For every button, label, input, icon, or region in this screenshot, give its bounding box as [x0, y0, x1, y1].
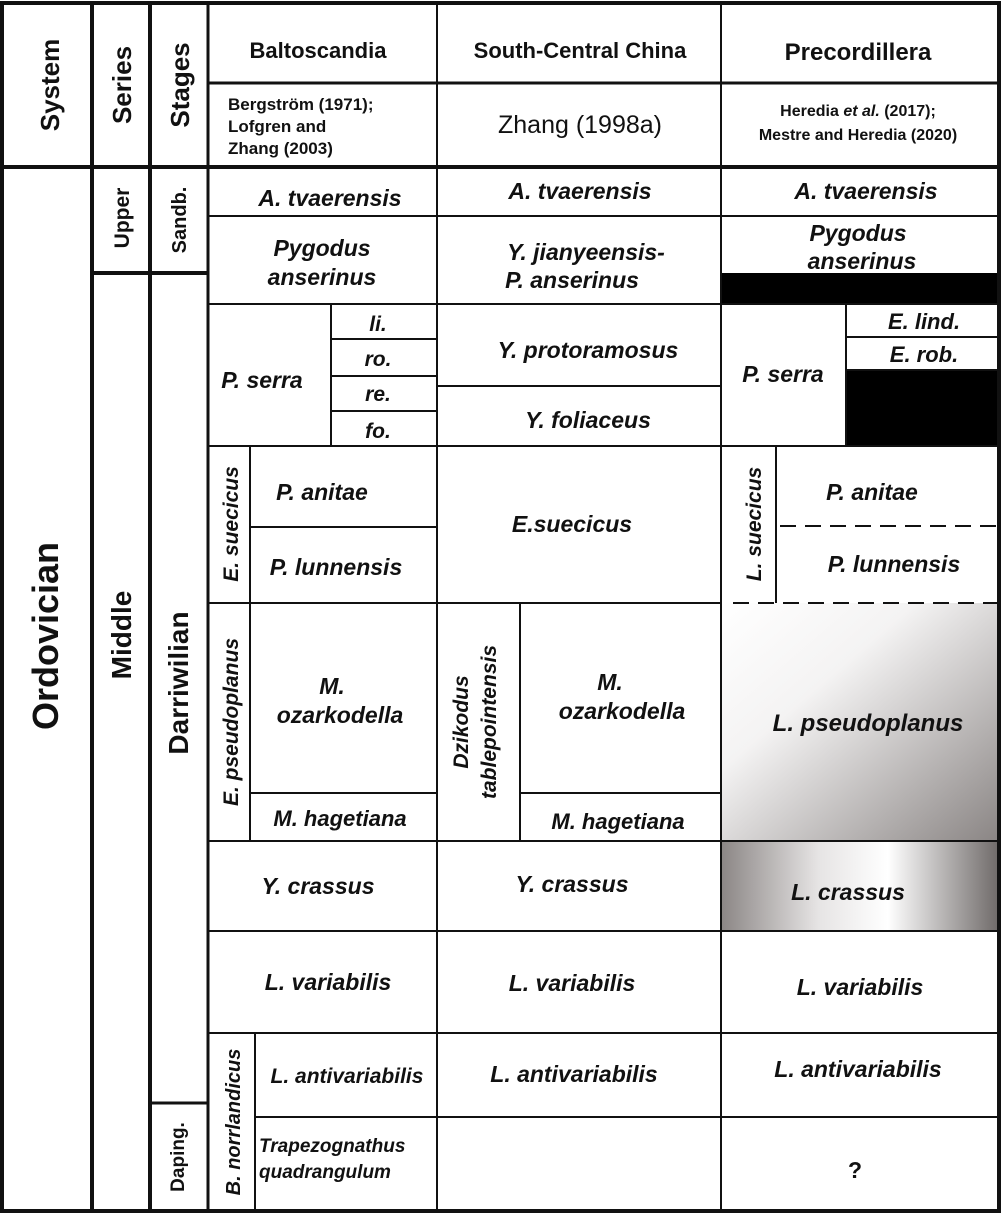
stage-sandbian: Sandb.	[169, 186, 191, 254]
prec-zone-tvaerensis: A. tvaerensis	[794, 178, 938, 204]
prec-zone-pygodus-2: anserinus	[807, 248, 917, 274]
source-china: Zhang (1998a)	[497, 111, 663, 139]
balto-subzone-trapezognathus-2: quadrangulum	[259, 1162, 391, 1183]
prec-zone-pygodus-1: Pygodus	[809, 220, 907, 246]
series-middle: Middle	[106, 590, 137, 680]
source-baltoscandia-3: Zhang (2003)	[228, 139, 333, 158]
balto-subzone-trapezognathus-1: Trapezognathus	[259, 1136, 406, 1157]
prec-zone-l-pseudoplanus: L. pseudoplanus	[772, 710, 964, 737]
header-precordillera: Precordillera	[784, 39, 932, 66]
source-precordillera-2: Mestre and Heredia (2020)	[758, 127, 958, 144]
balto-subzone-fo: fo.	[365, 420, 391, 443]
prec-zone-unknown: ?	[847, 1157, 863, 1183]
china-zone-dzikodus-2: tablepointensis	[478, 644, 501, 800]
stage-dapingian: Daping.	[168, 1122, 189, 1192]
source-baltoscandia-1: Bergström (1971);	[228, 95, 374, 114]
balto-zone-l-variabilis: L. variabilis	[264, 969, 392, 995]
balto-subzone-m-ozarkodella-2: ozarkodella	[276, 702, 404, 728]
china-subzone-m-ozarkodella-1: M.	[597, 669, 623, 695]
hiatus-block-serra	[846, 370, 999, 446]
balto-zone-e-pseudoplanus: E. pseudoplanus	[220, 637, 243, 807]
source-baltoscandia-2: Lofgren and	[228, 117, 327, 136]
series-upper: Upper	[111, 187, 134, 249]
prec-zone-l-suecicus: L. suecicus	[743, 466, 766, 582]
stage-darriwilian: Darriwilian	[163, 611, 194, 755]
prec-zone-l-crassus: L. crassus	[791, 879, 905, 905]
header-series: Series	[107, 45, 137, 125]
balto-subzone-ro: ro.	[364, 348, 392, 371]
system-ordovician: Ordovician	[25, 541, 66, 731]
header-system: System	[35, 38, 65, 132]
header-south-central-china: South-Central China	[473, 38, 687, 63]
china-subzone-m-ozarkodella-2: ozarkodella	[558, 698, 686, 724]
balto-zone-e-suecicus: E. suecicus	[220, 466, 243, 582]
china-zone-l-antivariabilis: L. antivariabilis	[490, 1061, 658, 1087]
header-baltoscandia: Baltoscandia	[249, 38, 387, 63]
china-zone-e-suecicus: E.suecicus	[511, 511, 633, 537]
china-zone-jianyeensis-2: P. anserinus	[505, 267, 639, 293]
balto-subzone-p-anitae: P. anitae	[276, 479, 368, 505]
china-zone-y-crassus: Y. crassus	[515, 871, 629, 897]
balto-zone-pygodus-2: anserinus	[267, 264, 377, 290]
prec-zone-l-antivariabilis: L. antivariabilis	[774, 1056, 942, 1082]
prec-subzone-e-rob: E. rob.	[889, 342, 959, 367]
header-stages: Stages	[165, 42, 195, 128]
china-zone-tvaerensis: A. tvaerensis	[508, 178, 652, 204]
china-zone-foliaceus: Y. foliaceus	[525, 407, 651, 433]
china-zone-dzikodus-1: Dzikodus	[450, 675, 473, 769]
source-precordillera-1: Heredia et al. (2017);	[780, 103, 936, 120]
china-subzone-m-hagetiana: M. hagetiana	[551, 809, 685, 834]
china-zone-protoramosus: Y. protoramosus	[497, 337, 679, 363]
balto-zone-b-norrlandicus: B. norrlandicus	[223, 1048, 245, 1196]
prec-subzone-p-lunnensis: P. lunnensis	[827, 551, 961, 577]
balto-zone-p-serra: P. serra	[221, 367, 303, 393]
prec-zone-p-serra: P. serra	[742, 361, 824, 387]
balto-subzone-m-hagetiana: M. hagetiana	[273, 806, 407, 831]
china-zone-jianyeensis-1: Y. jianyeensis-	[507, 239, 665, 265]
prec-subzone-p-anitae: P. anitae	[826, 479, 918, 505]
prec-subzone-e-lind: E. lind.	[887, 309, 961, 334]
balto-zone-tvaerensis: A. tvaerensis	[258, 185, 402, 211]
balto-subzone-m-ozarkodella-1: M.	[319, 673, 345, 699]
balto-zone-y-crassus: Y. crassus	[261, 873, 375, 899]
balto-subzone-li: li.	[369, 313, 387, 336]
prec-zone-l-variabilis: L. variabilis	[796, 974, 924, 1000]
balto-subzone-p-lunnensis: P. lunnensis	[269, 554, 403, 580]
hiatus-block-upper	[721, 273, 999, 304]
balto-subzone-re: re.	[365, 383, 391, 406]
china-zone-l-variabilis: L. variabilis	[508, 970, 636, 996]
balto-subzone-l-antivariabilis: L. antivariabilis	[270, 1065, 424, 1088]
balto-zone-pygodus-1: Pygodus	[273, 235, 371, 261]
